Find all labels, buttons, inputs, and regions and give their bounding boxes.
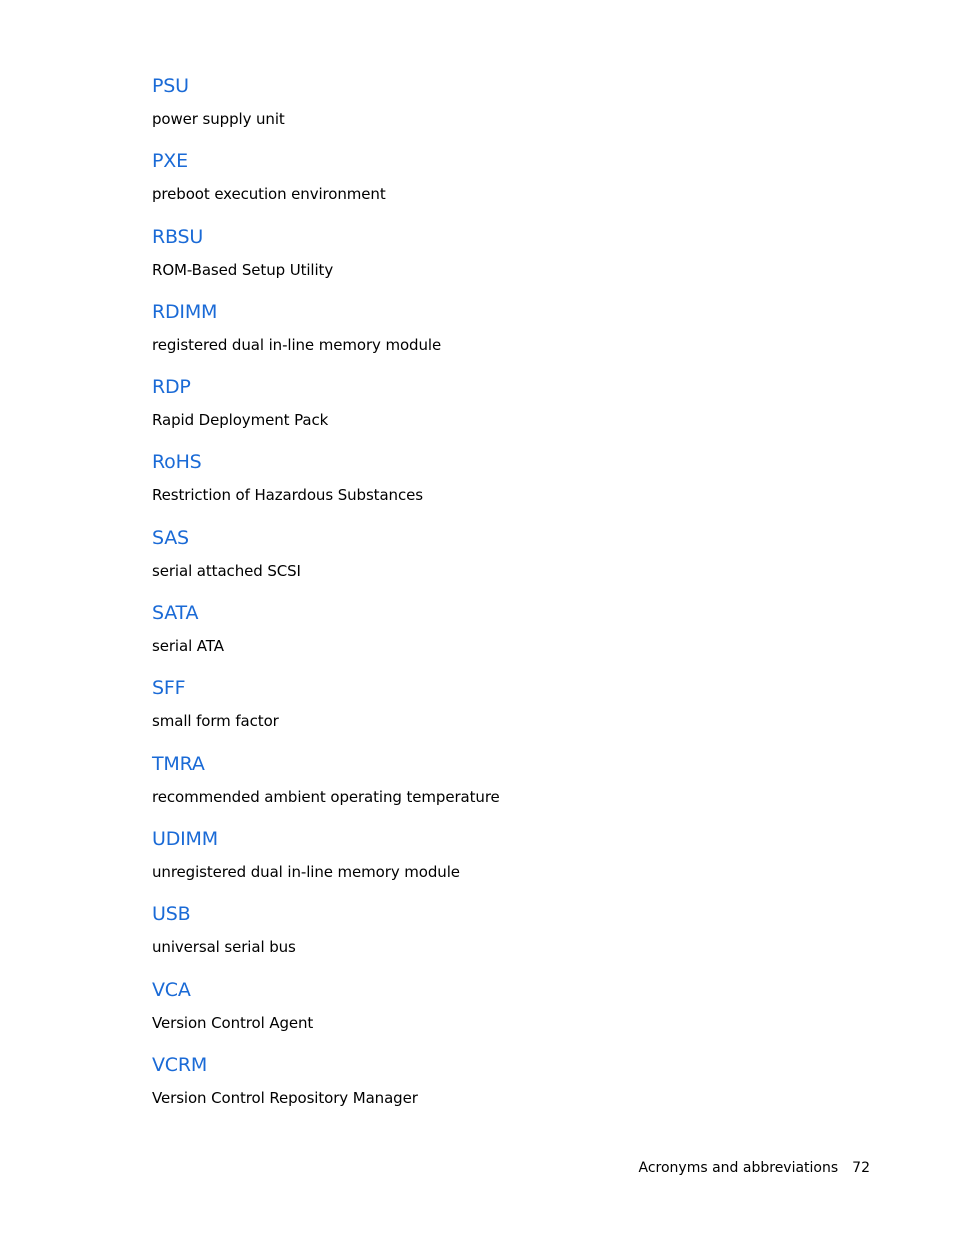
- glossary-entry: [152, 902, 852, 977]
- glossary-entry: [152, 978, 852, 1053]
- term-udimm[interactable]: UDIMM: [152, 827, 218, 850]
- page-footer: [639, 1158, 870, 1178]
- glossary-entry: [152, 752, 852, 827]
- term-vcrm[interactable]: VCRM: [152, 1053, 208, 1076]
- glossary-entry: [152, 375, 852, 450]
- glossary-entry: [152, 827, 852, 902]
- term-sata[interactable]: SATA: [152, 602, 199, 625]
- definition-sff: small form factor: [152, 712, 279, 731]
- term-pxe[interactable]: PXE: [152, 150, 188, 173]
- glossary-entry: [152, 1053, 852, 1128]
- definition-rdp: Rapid Deployment Pack: [152, 411, 329, 430]
- definition-vca: Version Control Agent: [152, 1013, 314, 1032]
- glossary-entry: [152, 225, 852, 300]
- page-number: 72: [852, 1160, 870, 1176]
- glossary-entry: [152, 526, 852, 601]
- definition-psu: power supply unit: [152, 110, 285, 128]
- glossary-entry: [152, 676, 852, 751]
- term-rdp[interactable]: RDP: [152, 376, 191, 399]
- glossary-entry: [152, 149, 852, 224]
- definition-rohs: Restriction of Hazardous Substances: [152, 486, 423, 505]
- definition-usb: universal serial bus: [152, 938, 296, 957]
- term-rohs[interactable]: RoHS: [152, 451, 202, 474]
- term-sas[interactable]: SAS: [152, 526, 189, 549]
- term-psu[interactable]: PSU: [152, 75, 189, 97]
- definition-pxe: preboot execution environment: [152, 185, 386, 204]
- glossary-entry: [152, 74, 852, 149]
- term-rdimm[interactable]: RDIMM: [152, 300, 218, 323]
- glossary-entry: [152, 601, 852, 676]
- glossary-entry: [152, 450, 852, 525]
- definition-rdimm: registered dual in-line memory module: [152, 335, 442, 354]
- definition-tmra: recommended ambient operating temperature: [152, 787, 500, 806]
- definition-rbsu: ROM-Based Setup Utility: [152, 260, 334, 279]
- term-sff[interactable]: SFF: [152, 677, 186, 700]
- glossary-list: [152, 74, 852, 1128]
- definition-sas: serial attached SCSI: [152, 561, 301, 580]
- footer-section-title: Acronyms and abbreviations: [638, 1160, 839, 1176]
- term-rbsu[interactable]: RBSU: [152, 225, 204, 248]
- term-usb[interactable]: USB: [152, 903, 191, 926]
- term-tmra[interactable]: TMRA: [152, 752, 205, 775]
- definition-vcrm: Version Control Repository Manager: [152, 1088, 418, 1107]
- glossary-entry: [152, 300, 852, 375]
- definition-sata: serial ATA: [152, 637, 224, 656]
- definition-udimm: unregistered dual in-line memory module: [152, 862, 460, 881]
- term-vca[interactable]: VCA: [152, 978, 191, 1001]
